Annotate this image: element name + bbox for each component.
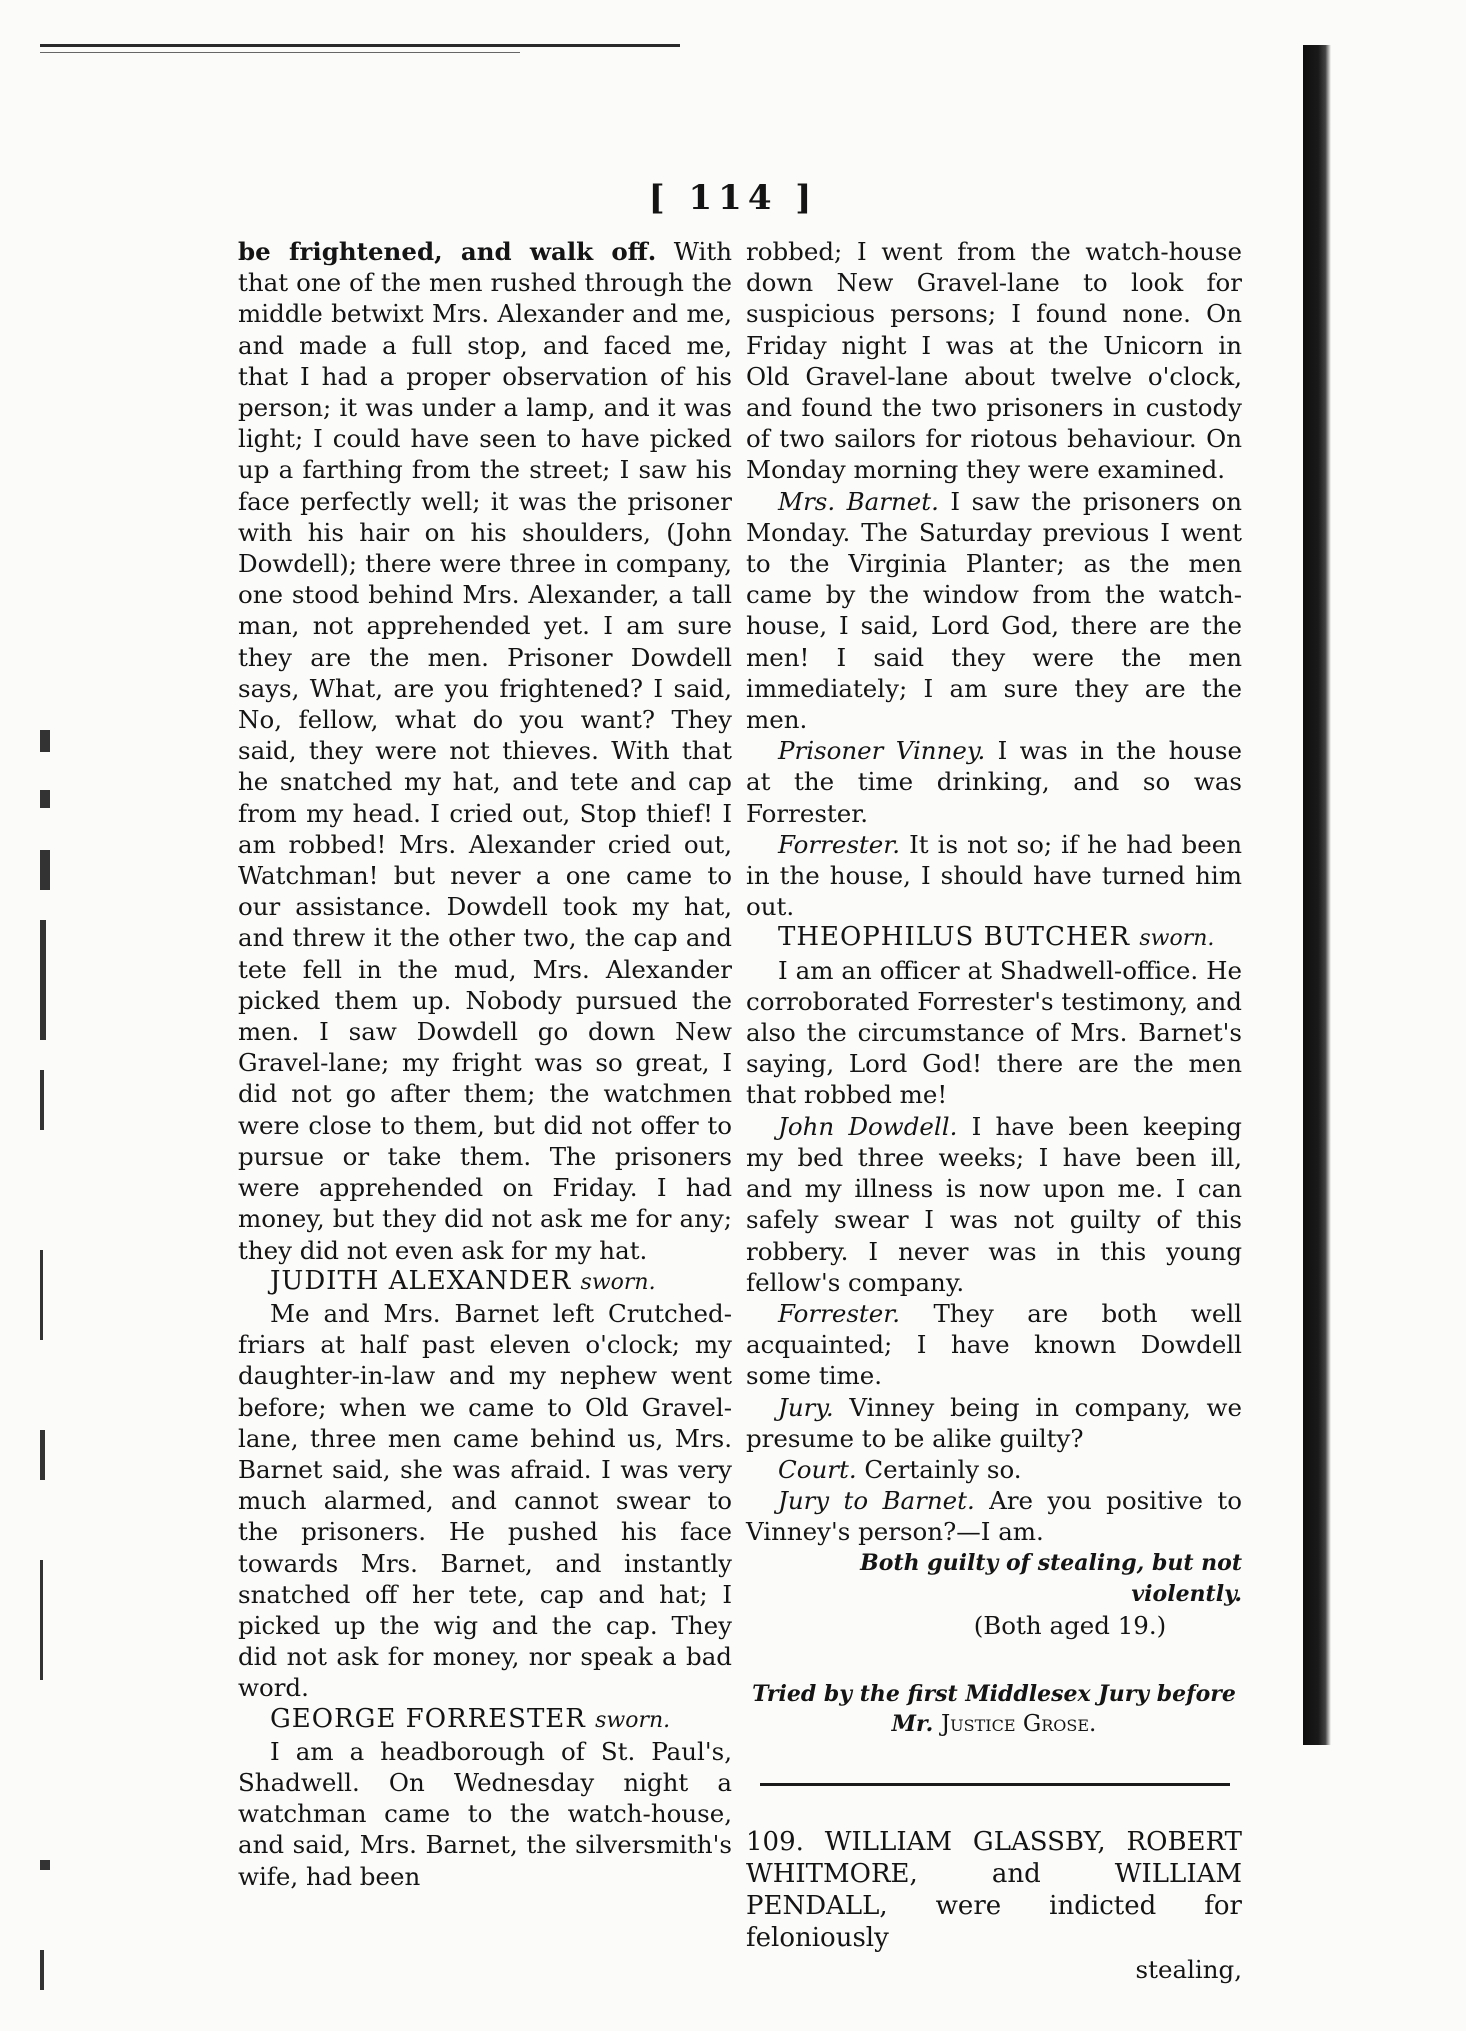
page-binding-shadow	[1303, 45, 1331, 1745]
left-column	[238, 236, 732, 1892]
vinney-statement	[746, 735, 1242, 829]
verdict: Both guilty of stealing, but not violently.	[860, 1549, 1242, 1607]
statement-text: Certainly so.	[864, 1454, 1022, 1484]
dowdell-statement	[746, 1111, 1242, 1298]
court-answer	[746, 1454, 1242, 1485]
statement-text: I have been keeping my bed three weeks; I have been ill, and my illness is now upon me. I can safely swear I was not guilty of this robbery. I never was in this young fellow's company.	[746, 1111, 1242, 1297]
statement-text: Vinney being in company, we presume to be alike guilty?	[746, 1392, 1242, 1453]
statement-text: Are you positive to Vinney's person?—I am.	[746, 1486, 1243, 1547]
witness-heading-judith-alexander	[238, 1266, 732, 1298]
barnet-statement	[746, 486, 1242, 736]
right-column	[746, 236, 1242, 1985]
witness-name: GEORGE FORRESTER	[270, 1703, 586, 1734]
trial-note-line2	[746, 1709, 1242, 1739]
page-edge-marks	[40, 730, 54, 2030]
forrester-statement	[746, 1298, 1242, 1392]
speaker-label: Mrs. Barnet.	[778, 486, 939, 516]
left-paragraph-continued: be frightened, and walk off. With that one of the men rushed through the middle betwixt Mrs. Alexander and me, and made a full stop, and faced me, that I had a proper observation of his person; it was under a lamp, and it was light; I could have seen to have picked up a farthing from the street; I saw his face perfectly well; it was the prisoner with his hair on his shoulders, (John Dowdell); there were three in company, one stood behind Mrs. Alexander, a tall man, not apprehended yet. I am sure they are the men. Prisoner Dowdell says, What, are you frightened? I said, No, fellow, what do you want? They said, they were not thieves. With that he snatched my hat, and tete and cap from my head. I cried out, Stop thief! I am robbed! Mrs. Alexander cried out, Watchman! but never a one came to our assistance. Dowdell took my hat, and threw it the other two, the cap and tete fell in the mud, Mrs. Alexander picked them up. Nobody pursued the men. I saw Dowdell go down New Gravel-lane; my fright was so great, I did not go after them; the watchmen were close to them, but did not offer to pursue or take them. The prisoners were apprehended on Friday. I had money, but they did not ask me for any; they did not even ask for my hat.	[238, 237, 733, 1265]
witness-name: THEOPHILUS BUTCHER	[778, 922, 1131, 953]
case-109-indictment: 109. WILLIAM GLASSBY, ROBERT WHITMORE, and WILLIAM PENDALL, were indicted for feloniously	[746, 1827, 1242, 1954]
sworn-label: sworn.	[580, 1269, 656, 1295]
judge-title: Mr.	[891, 1711, 934, 1738]
speaker-label: John Dowdell.	[778, 1111, 958, 1141]
statement-text: I was in the house at the time drinking, and so was Forrester.	[746, 736, 1242, 828]
speaker-label: Prisoner Vinney.	[778, 736, 986, 766]
speaker-label: Forrester.	[778, 1298, 901, 1328]
sworn-label: sworn.	[1139, 926, 1215, 952]
jury-to-barnet	[746, 1485, 1242, 1547]
witness-heading-george-forrester	[238, 1704, 732, 1736]
george-forrester-testimony: I am a headborough of St. Paul's, Shadwell. On Wednesday night a watchman came to the watch-house, and said, Mrs. Barnet, the silversmith's wife, had been	[238, 1736, 732, 1891]
forrester-reply	[746, 829, 1242, 923]
page-number: [ 114 ]	[648, 178, 818, 218]
speaker-label: Jury to Barnet.	[778, 1486, 975, 1516]
witness-heading-theophilus-butcher	[746, 922, 1242, 954]
trial-note-line1: Tried by the first Middlesex Jury before	[752, 1681, 1236, 1708]
witness-name: JUDITH ALEXANDER	[270, 1265, 572, 1296]
forrester-testimony-continued: robbed; I went from the watch-house down New Gravel-lane to look for suspicious persons; I found none. On Friday night I was at the Unicorn in Old Gravel-lane about twelve o'clock, and found the two prisoners in custody of two sailors for riotous behaviour. On Monday morning they were examined.	[746, 237, 1242, 485]
defendant-ages: (Both aged 19.)	[973, 1610, 1167, 1640]
statement-text: I saw the prisoners on Monday. The Saturday previous I went to the Virginia Planter; as the men came by the window from the watch-house, I said, Lord God, there are the men! I said they were the men immediately; I am sure they are the men.	[746, 486, 1242, 735]
speaker-label: Jury.	[778, 1392, 834, 1422]
trial-note	[746, 1679, 1242, 1739]
judith-alexander-testimony: Me and Mrs. Barnet left Crutched-friars at half past eleven o'clock; my daughter-in-law and my nephew went before; when we came to Old Gravel-lane, three men came behind us, Mrs. Barnet said, she was afraid. I was very much alarmed, and cannot swear to the prisoners. He pushed his face towards Mrs. Barnet, and instantly snatched off her tete, cap and hat; I picked up the wig and the cap. They did not ask for money, nor speak a bad word.	[238, 1298, 732, 1703]
statement-text: They are both well acquainted; I have known Dowdell some time.	[746, 1298, 1243, 1391]
sworn-label: sworn.	[595, 1707, 671, 1733]
butcher-testimony: I am an officer at Shadwell-office. He corroborated Forrester's testimony, and also the circumstance of Mrs. Barnet's saying, Lord God! there are the men that robbed me!	[746, 955, 1242, 1110]
jury-question	[746, 1392, 1242, 1454]
opening-words: be frightened, and walk off.	[238, 237, 657, 266]
catchword: stealing,	[1135, 1955, 1242, 1985]
speaker-label: Court.	[778, 1454, 857, 1484]
section-divider	[760, 1783, 1230, 1786]
top-scan-rule	[40, 44, 680, 47]
speaker-label: Forrester.	[778, 829, 901, 859]
judge-name: Justice Grose.	[940, 1711, 1097, 1738]
statement-text: It is not so; if he had been in the house, I should have turned him out.	[746, 829, 1242, 922]
top-scan-rule-thin	[40, 52, 520, 53]
